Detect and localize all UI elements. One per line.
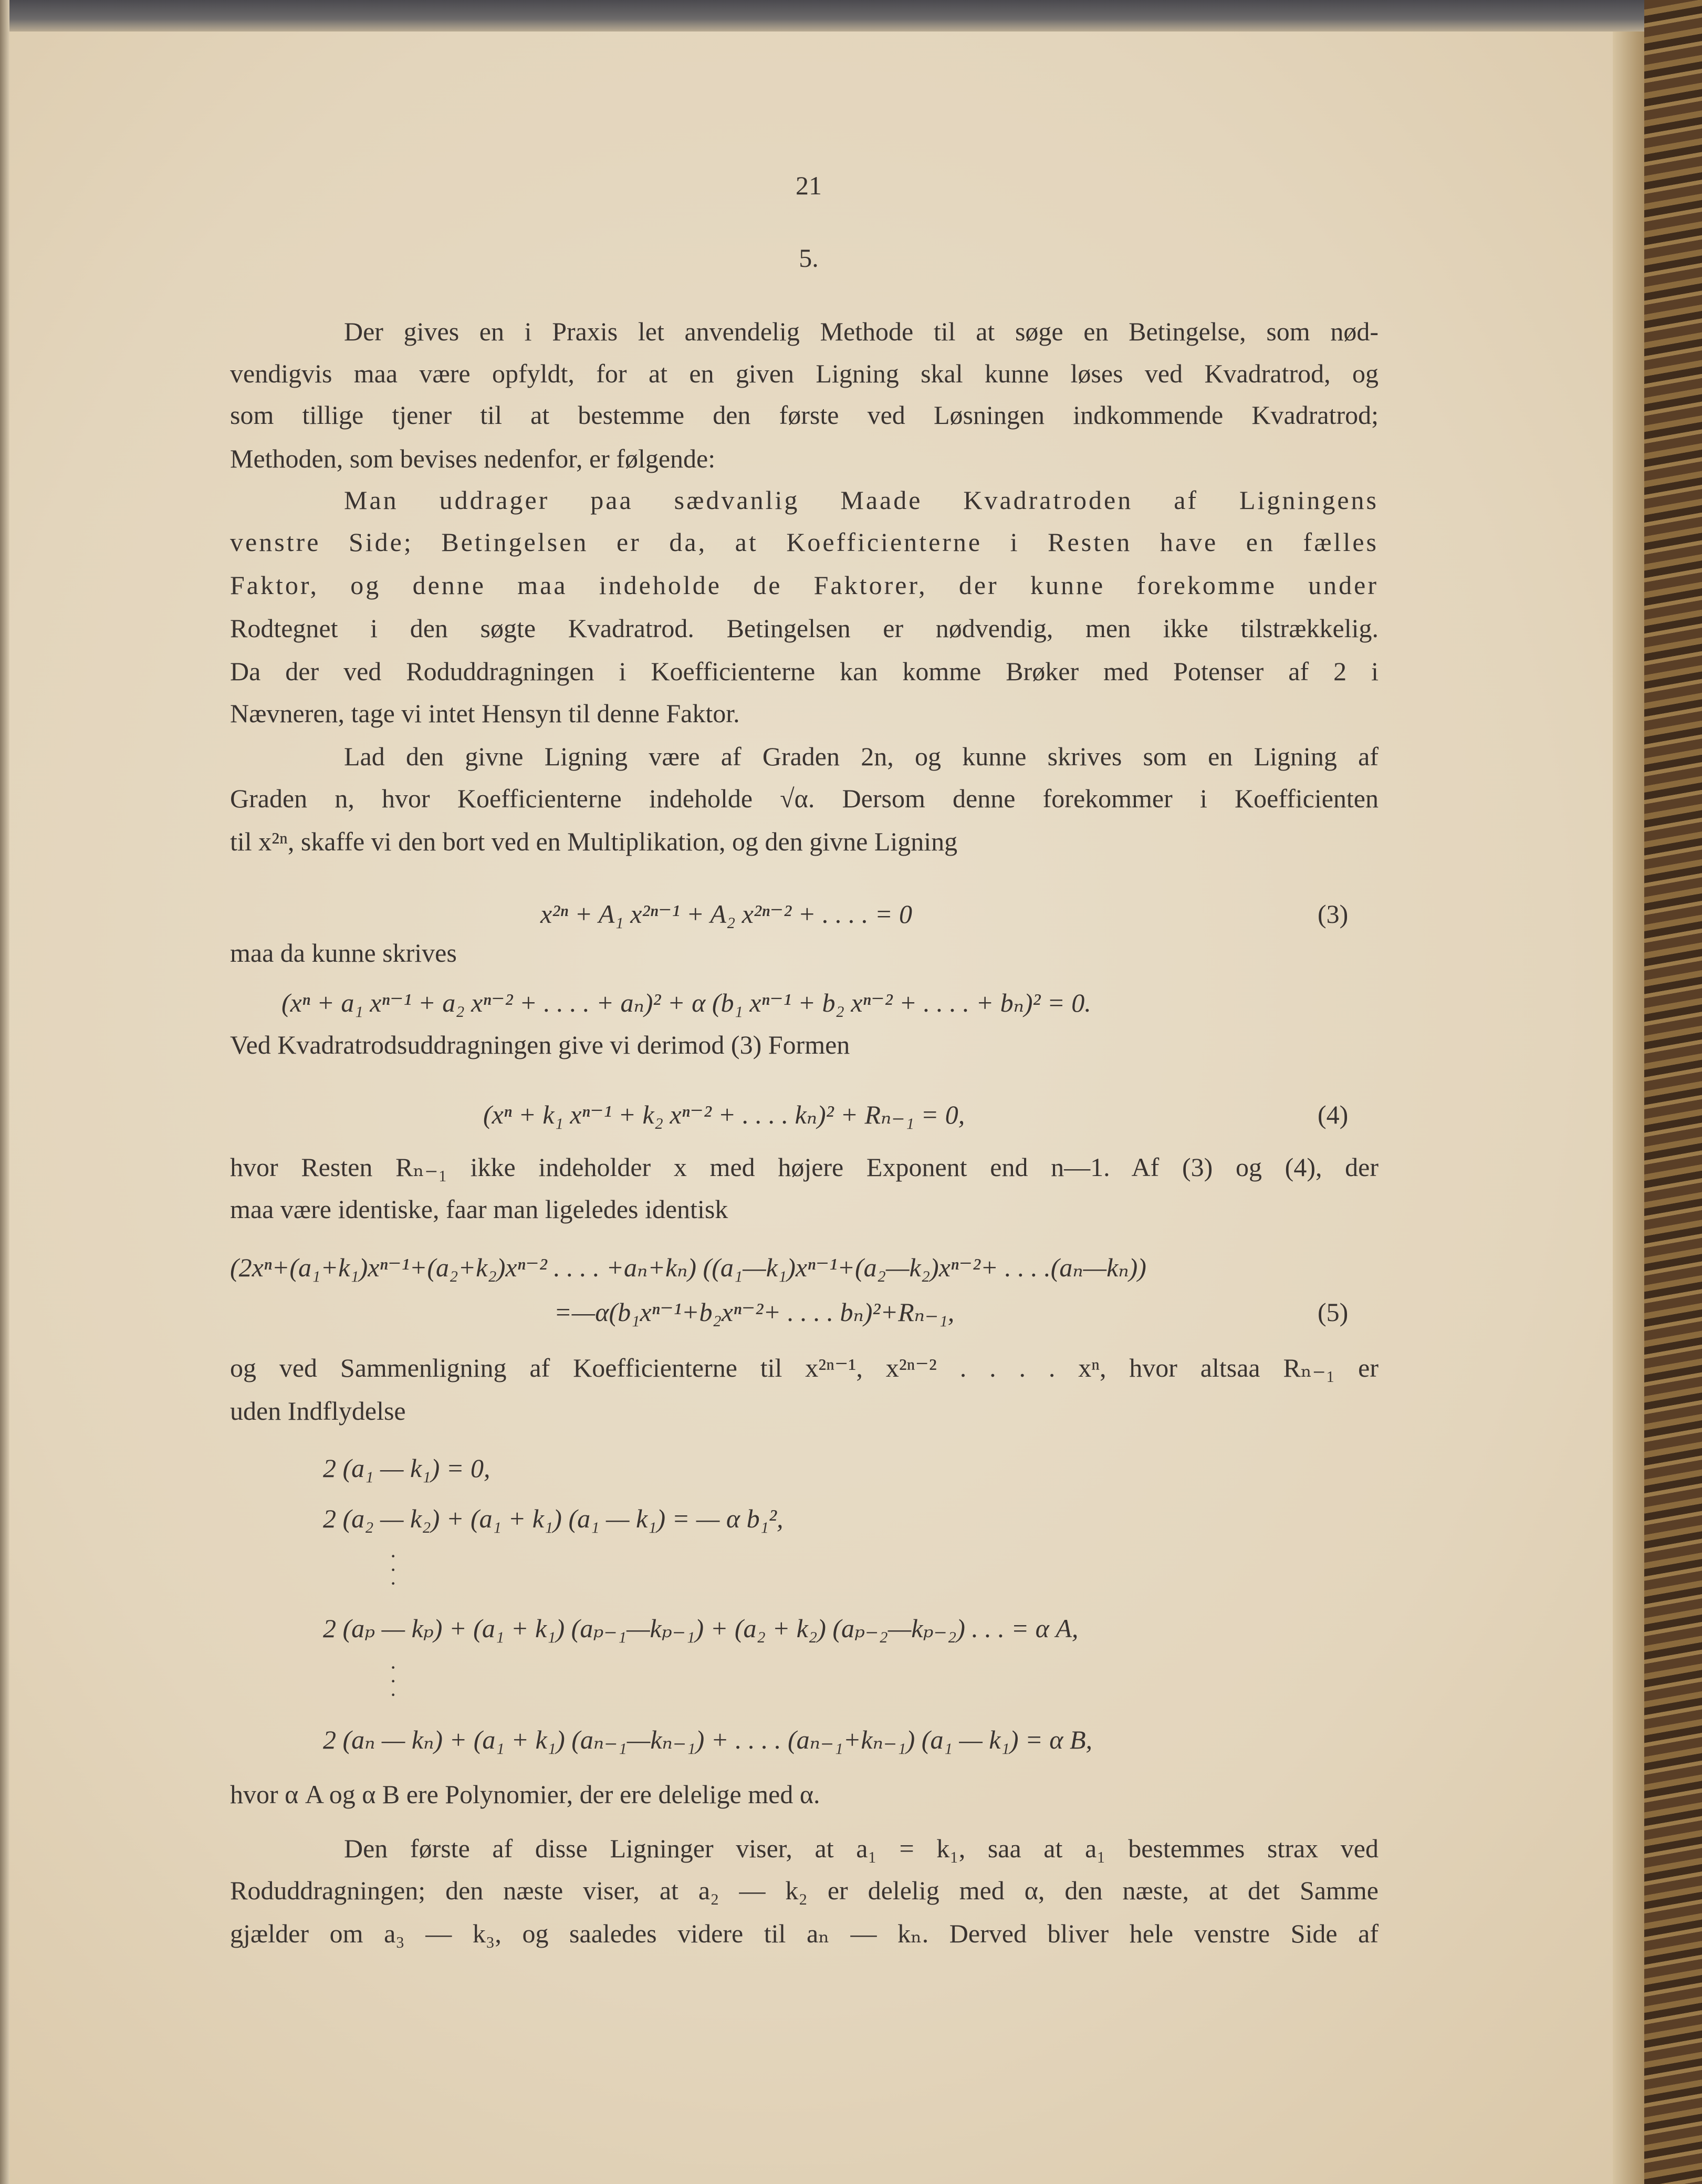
text-line: venstre Side; Betingelsen er da, at Koefficienterne i Resten have en fælles [230, 527, 1379, 557]
page-number: 21 [796, 171, 822, 200]
vertical-ellipsis: · · · [390, 1656, 397, 1707]
text-line: Graden n, hvor Koefficienterne indeholde √α. Dersom denne forekommer i Koefficienten [230, 784, 1379, 813]
text-line: Den første af disse Ligninger viser, at a₁ = k₁, saa at a₁ bestemmes strax ved [344, 1834, 1379, 1863]
equation-5-line-1: (2xⁿ+(a₁+k₁)xⁿ⁻¹+(a₂+k₂)xⁿ⁻² . . . . +aₙ+kₙ) ((a₁—k₁)xⁿ⁻¹+(a₂—k₂)xⁿ⁻²+ . . . .(aₙ—kₙ)) [230, 1253, 1146, 1282]
text-line: Der gives en i Praxis let anvendelig Methode til at søge en Betingelse, som nød- [344, 317, 1379, 346]
page-left-edge [0, 0, 9, 2184]
vertical-ellipsis: · · · [390, 1544, 397, 1595]
text-line: gjælder om a₃ — k₃, og saaledes videre til aₙ — kₙ. Derved bliver hele venstre Side af [230, 1919, 1379, 1948]
text-line: Methoden, som bevises nedenfor, er følgende: [230, 444, 716, 473]
equation-label: (4) [1318, 1100, 1349, 1129]
system-equation-2: 2 (a₂ — k₂) + (a₁ + k₁) (a₁ — k₁) = — α b₁², [323, 1504, 784, 1533]
text-line: vendigvis maa være opfyldt, for at en given Ligning skal kunne løses ved Kvadratrod, og [230, 359, 1379, 388]
text-line: Faktor, og denne maa indeholde de Faktorer, der kunne forekomme under [230, 570, 1379, 600]
equation-4: (xⁿ + k₁ xⁿ⁻¹ + k₂ xⁿ⁻² + . . . . kₙ)² + Rₙ₋₁ = 0, [483, 1100, 965, 1129]
text-line: Da der ved Roduddragningen i Koefficienterne kan komme Brøker med Potenser af 2 i [230, 657, 1379, 686]
book-cover-edge [1644, 0, 1702, 2184]
text-line: hvor α A og α B ere Polynomier, der ere delelige med α. [230, 1780, 820, 1809]
equation-square-form: (xⁿ + a₁ xⁿ⁻¹ + a₂ xⁿ⁻² + . . . . + aₙ)² + α (b₁ xⁿ⁻¹ + b₂ xⁿ⁻² + . . . . + bₙ)² = 0. [281, 988, 1091, 1017]
text-line: Rodtegnet i den søgte Kvadratrod. Betingelsen er nødvendig, men ikke tilstrækkelig. [230, 613, 1379, 643]
text-line: hvor Resten Rₙ₋₁ ikke indeholder x med højere Exponent end n—1. Af (3) og (4), der [230, 1152, 1379, 1182]
equation-label: (3) [1318, 899, 1349, 929]
system-equation-n: 2 (aₙ — kₙ) + (a₁ + k₁) (aₙ₋₁—kₙ₋₁) + . . . . (aₙ₋₁+kₙ₋₁) (a₁ — k₁) = α B, [323, 1725, 1093, 1754]
text-line: Nævneren, tage vi intet Hensyn til denne Faktor. [230, 699, 740, 728]
text-line: Roduddragningen; den næste viser, at a₂ — k₂ er delelig med α, den næste, at det Samme [230, 1876, 1379, 1905]
equation-3: x²ⁿ + A₁ x²ⁿ⁻¹ + A₂ x²ⁿ⁻² + . . . . = 0 [540, 899, 913, 929]
text-line: og ved Sammenligning af Koefficienterne til x²ⁿ⁻¹, x²ⁿ⁻² . . . . xⁿ, hvor altsaa Rₙ₋₁ er [230, 1353, 1379, 1382]
text-line: som tillige tjener til at bestemme den første ved Løsningen indkommende Kvadratrod; [230, 400, 1379, 430]
text-line: Man uddrager paa sædvanlig Maade Kvadratroden af Ligningens [344, 485, 1379, 515]
system-equation-p: 2 (aₚ — kₚ) + (a₁ + k₁) (aₚ₋₁—kₚ₋₁) + (a₂ + k₂) (aₚ₋₂—kₚ₋₂) . . . = α A, [323, 1614, 1079, 1643]
text-line: maa da kunne skrives [230, 938, 457, 968]
system-equation-1: 2 (a₁ — k₁) = 0, [323, 1453, 490, 1483]
equation-label: (5) [1318, 1297, 1349, 1327]
text-line: uden Indflydelse [230, 1396, 406, 1426]
page-top-edge [0, 0, 1702, 32]
text-line: Ved Kvadratrodsuddragningen give vi derimod (3) Formen [230, 1030, 850, 1059]
text-line: til x²ⁿ, skaffe vi den bort ved en Multiplikation, og den givne Ligning [230, 827, 958, 856]
page-right-shadow [1613, 32, 1644, 2184]
text-line: maa være identiske, faar man ligeledes identisk [230, 1194, 728, 1224]
equation-5-line-2: =—α(b₁xⁿ⁻¹+b₂xⁿ⁻²+ . . . . bₙ)²+Rₙ₋₁, [554, 1297, 955, 1327]
text-line: Lad den givne Ligning være af Graden 2n, og kunne skrives som en Ligning af [344, 742, 1379, 771]
section-heading: 5. [799, 243, 819, 273]
